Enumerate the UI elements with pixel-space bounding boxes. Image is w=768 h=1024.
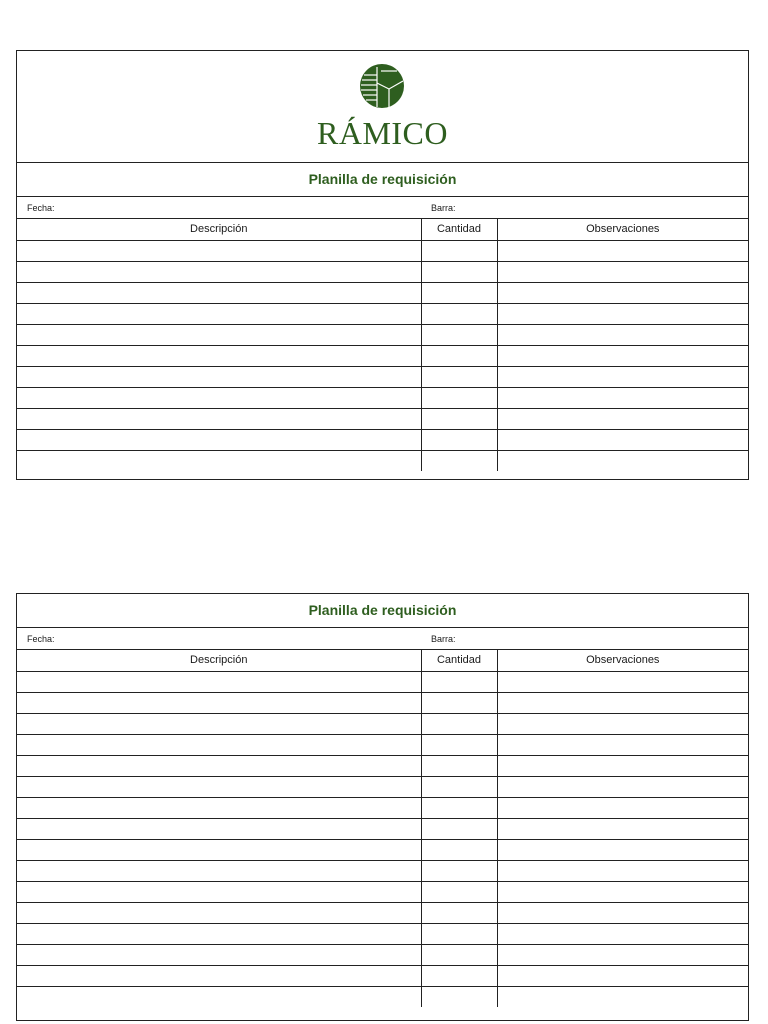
requisition-table xyxy=(17,650,748,1007)
header-cantidad: Cantidad xyxy=(421,650,497,671)
requisition-table xyxy=(17,219,748,471)
descripcion-cell[interactable] xyxy=(17,797,421,818)
cantidad-cell[interactable] xyxy=(421,860,497,881)
cantidad-cell[interactable] xyxy=(421,240,497,261)
table-row xyxy=(17,839,748,860)
table-row xyxy=(17,986,748,1007)
descripcion-cell[interactable] xyxy=(17,734,421,755)
descripcion-cell[interactable] xyxy=(17,755,421,776)
observaciones-cell[interactable] xyxy=(497,345,748,366)
descripcion-cell[interactable] xyxy=(17,986,421,1007)
descripcion-cell[interactable] xyxy=(17,282,421,303)
observaciones-cell[interactable] xyxy=(497,429,748,450)
cantidad-cell[interactable] xyxy=(421,734,497,755)
descripcion-cell[interactable] xyxy=(17,713,421,734)
header-observaciones: Observaciones xyxy=(497,650,748,671)
observaciones-cell[interactable] xyxy=(497,944,748,965)
observaciones-cell[interactable] xyxy=(497,692,748,713)
observaciones-cell[interactable] xyxy=(497,755,748,776)
observaciones-cell[interactable] xyxy=(497,408,748,429)
cantidad-cell[interactable] xyxy=(421,324,497,345)
form-title: Planilla de requisición xyxy=(17,594,748,628)
table-row xyxy=(17,776,748,797)
barra-label: Barra: xyxy=(431,203,456,213)
observaciones-cell[interactable] xyxy=(497,986,748,1007)
table-row xyxy=(17,671,748,692)
observaciones-cell[interactable] xyxy=(497,902,748,923)
fecha-label: Fecha: xyxy=(27,203,55,213)
descripcion-cell[interactable] xyxy=(17,860,421,881)
observaciones-cell[interactable] xyxy=(497,797,748,818)
descripcion-cell[interactable] xyxy=(17,671,421,692)
cantidad-cell[interactable] xyxy=(421,755,497,776)
descripcion-cell[interactable] xyxy=(17,923,421,944)
cantidad-cell[interactable] xyxy=(421,797,497,818)
table-body xyxy=(17,240,748,471)
table-row xyxy=(17,261,748,282)
cantidad-cell[interactable] xyxy=(421,839,497,860)
cantidad-cell[interactable] xyxy=(421,923,497,944)
cantidad-cell[interactable] xyxy=(421,692,497,713)
table-row xyxy=(17,881,748,902)
table-row xyxy=(17,366,748,387)
observaciones-cell[interactable] xyxy=(497,776,748,797)
descripcion-cell[interactable] xyxy=(17,944,421,965)
table-row xyxy=(17,408,748,429)
descripcion-cell[interactable] xyxy=(17,902,421,923)
leaf-globe-icon xyxy=(359,63,405,109)
table-row xyxy=(17,818,748,839)
table-row xyxy=(17,240,748,261)
cantidad-cell[interactable] xyxy=(421,450,497,471)
barra-label: Barra: xyxy=(431,634,456,644)
descripcion-cell[interactable] xyxy=(17,387,421,408)
cantidad-cell[interactable] xyxy=(421,345,497,366)
observaciones-cell[interactable] xyxy=(497,734,748,755)
observaciones-cell[interactable] xyxy=(497,839,748,860)
cantidad-cell[interactable] xyxy=(421,902,497,923)
logo-area xyxy=(17,51,748,163)
observaciones-cell[interactable] xyxy=(497,324,748,345)
meta-row xyxy=(17,628,748,650)
table-row xyxy=(17,450,748,471)
cantidad-cell[interactable] xyxy=(421,366,497,387)
descripcion-cell[interactable] xyxy=(17,839,421,860)
observaciones-cell[interactable] xyxy=(497,818,748,839)
observaciones-cell[interactable] xyxy=(497,303,748,324)
descripcion-cell[interactable] xyxy=(17,408,421,429)
descripcion-cell[interactable] xyxy=(17,965,421,986)
observaciones-cell[interactable] xyxy=(497,240,748,261)
table-row xyxy=(17,965,748,986)
cantidad-cell[interactable] xyxy=(421,881,497,902)
descripcion-cell[interactable] xyxy=(17,261,421,282)
cantidad-cell[interactable] xyxy=(421,944,497,965)
table-row xyxy=(17,324,748,345)
observaciones-cell[interactable] xyxy=(497,366,748,387)
table-row xyxy=(17,923,748,944)
table-row xyxy=(17,282,748,303)
observaciones-cell[interactable] xyxy=(497,671,748,692)
observaciones-cell[interactable] xyxy=(497,713,748,734)
table-row xyxy=(17,303,748,324)
cantidad-cell[interactable] xyxy=(421,408,497,429)
cantidad-cell[interactable] xyxy=(421,282,497,303)
observaciones-cell[interactable] xyxy=(497,450,748,471)
table-row xyxy=(17,387,748,408)
requisition-form-2 xyxy=(16,593,749,1021)
descripcion-cell[interactable] xyxy=(17,881,421,902)
header-descripcion: Descripción xyxy=(17,650,421,671)
descripcion-cell[interactable] xyxy=(17,366,421,387)
observaciones-cell[interactable] xyxy=(497,387,748,408)
cantidad-cell[interactable] xyxy=(421,818,497,839)
table-body xyxy=(17,671,748,1007)
observaciones-cell[interactable] xyxy=(497,860,748,881)
descripcion-cell[interactable] xyxy=(17,692,421,713)
observaciones-cell[interactable] xyxy=(497,282,748,303)
table-row xyxy=(17,734,748,755)
table-row xyxy=(17,755,748,776)
header-observaciones: Observaciones xyxy=(497,219,748,240)
descripcion-cell[interactable] xyxy=(17,818,421,839)
observaciones-cell[interactable] xyxy=(497,923,748,944)
observaciones-cell[interactable] xyxy=(497,881,748,902)
cantidad-cell[interactable] xyxy=(421,986,497,1007)
cantidad-cell[interactable] xyxy=(421,776,497,797)
observaciones-cell[interactable] xyxy=(497,261,748,282)
table-row xyxy=(17,902,748,923)
header-descripcion: Descripción xyxy=(17,219,421,240)
descripcion-cell[interactable] xyxy=(17,324,421,345)
table-row xyxy=(17,944,748,965)
descripcion-cell[interactable] xyxy=(17,450,421,471)
cantidad-cell[interactable] xyxy=(421,303,497,324)
descripcion-cell[interactable] xyxy=(17,345,421,366)
meta-row xyxy=(17,197,748,219)
table-row xyxy=(17,429,748,450)
cantidad-cell[interactable] xyxy=(421,713,497,734)
descripcion-cell[interactable] xyxy=(17,429,421,450)
table-row xyxy=(17,860,748,881)
requisition-form-1 xyxy=(16,50,749,480)
descripcion-cell[interactable] xyxy=(17,776,421,797)
brand-logo-text: RÁMICO xyxy=(316,115,448,151)
fecha-label: Fecha: xyxy=(27,634,55,644)
descripcion-cell[interactable] xyxy=(17,303,421,324)
cantidad-cell[interactable] xyxy=(421,261,497,282)
cantidad-cell[interactable] xyxy=(421,387,497,408)
descripcion-cell[interactable] xyxy=(17,240,421,261)
table-row xyxy=(17,797,748,818)
observaciones-cell[interactable] xyxy=(497,965,748,986)
cantidad-cell[interactable] xyxy=(421,671,497,692)
table-row xyxy=(17,345,748,366)
table-row xyxy=(17,692,748,713)
form-title: Planilla de requisición xyxy=(17,163,748,197)
cantidad-cell[interactable] xyxy=(421,429,497,450)
header-cantidad: Cantidad xyxy=(421,219,497,240)
table-row xyxy=(17,713,748,734)
cantidad-cell[interactable] xyxy=(421,965,497,986)
